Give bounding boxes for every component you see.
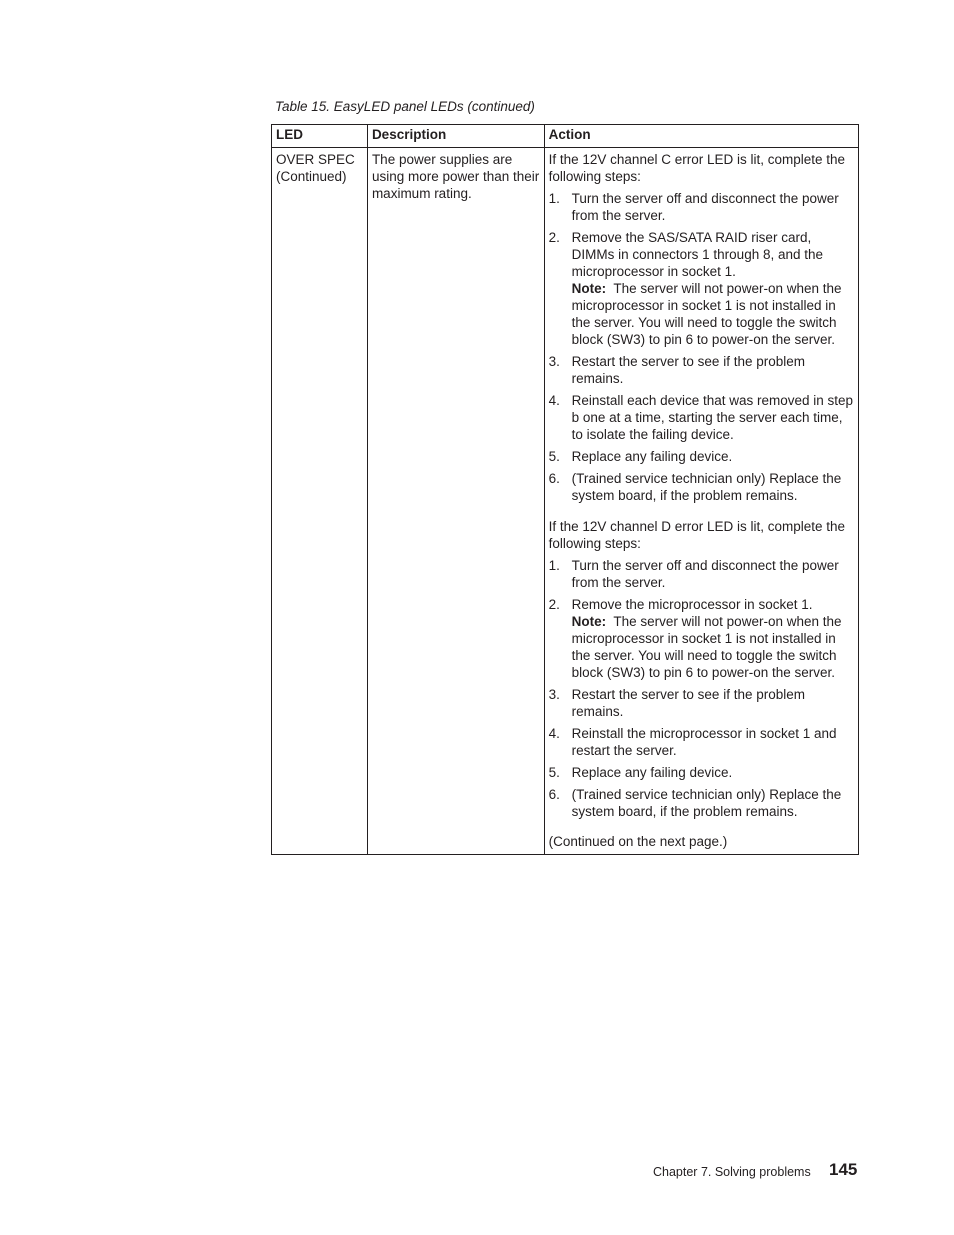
step-number: 3. bbox=[548, 354, 560, 369]
step-text: Replace any failing device. bbox=[571, 765, 733, 780]
step-text: Turn the server off and disconnect the power from the server. bbox=[571, 191, 839, 223]
table-row bbox=[272, 148, 859, 855]
easyled-table bbox=[271, 124, 859, 855]
section-d-steps bbox=[549, 557, 854, 820]
list-item bbox=[549, 786, 854, 820]
list-item bbox=[549, 448, 854, 465]
list-item bbox=[549, 557, 854, 591]
led-name: OVER SPEC bbox=[276, 152, 355, 167]
step-text: Reinstall each device that was removed in step b one at a time, starting the server each time, to isolate the failing device. bbox=[571, 393, 854, 442]
step-text: (Trained service technician only) Replace the system board, if the problem remains. bbox=[571, 787, 842, 819]
step-text: Turn the server off and disconnect the power from the server. bbox=[571, 558, 839, 590]
step-number: 5. bbox=[548, 449, 560, 464]
step-number: 2. bbox=[548, 597, 560, 612]
action-cell bbox=[544, 148, 858, 855]
header-action: Action bbox=[544, 125, 858, 148]
list-item bbox=[549, 470, 854, 504]
section-c-steps bbox=[549, 190, 854, 504]
note-text: The server will not power-on when the microprocessor in socket 1 is not installed in the server. You will need to toggle the switch block (SW3) to pin 6 to power-on the server. bbox=[571, 614, 842, 680]
step-text: Reinstall the microprocessor in socket 1 and restart the server. bbox=[571, 726, 837, 758]
footer-chapter: Chapter 7. Solving problems bbox=[653, 1165, 811, 1179]
list-item bbox=[549, 392, 854, 443]
step-text: (Trained service technician only) Replace the system board, if the problem remains. bbox=[571, 471, 842, 503]
list-item bbox=[549, 190, 854, 224]
list-item bbox=[549, 764, 854, 781]
list-item bbox=[549, 725, 854, 759]
list-item bbox=[549, 596, 854, 681]
step-number: 4. bbox=[548, 726, 560, 741]
step-number: 6. bbox=[548, 787, 560, 802]
description-cell: The power supplies are using more power than their maximum rating. bbox=[367, 148, 544, 855]
step-text: Restart the server to see if the problem remains. bbox=[571, 687, 805, 719]
step-text: Remove the SAS/SATA RAID riser card, DIMMs in connectors 1 through 8, and the microprocessor in socket 1. bbox=[571, 230, 824, 279]
step-number: 6. bbox=[548, 471, 560, 486]
step-number: 3. bbox=[548, 687, 560, 702]
continued-note: (Continued on the next page.) bbox=[548, 834, 728, 849]
step-number: 2. bbox=[548, 230, 560, 245]
step-number: 4. bbox=[548, 393, 560, 408]
table-caption: Table 15. EasyLED panel LEDs (continued) bbox=[275, 99, 535, 114]
list-item bbox=[549, 229, 854, 348]
led-cell bbox=[272, 148, 368, 855]
step-text: Restart the server to see if the problem remains. bbox=[571, 354, 805, 386]
step-number: 5. bbox=[548, 765, 560, 780]
note-label: Note: bbox=[571, 614, 607, 629]
section-d-intro: If the 12V channel D error LED is lit, complete the following steps: bbox=[548, 519, 846, 551]
note-text: The server will not power-on when the microprocessor in socket 1 is not installed in the server. You will need to toggle the switch block (SW3) to pin 6 to power-on the server. bbox=[571, 281, 842, 347]
led-continued: (Continued) bbox=[276, 169, 347, 184]
step-text: Replace any failing device. bbox=[571, 449, 733, 464]
list-item bbox=[549, 353, 854, 387]
step-text: Remove the microprocessor in socket 1. bbox=[571, 597, 813, 612]
step-number: 1. bbox=[548, 191, 560, 206]
note-label: Note: bbox=[571, 281, 607, 296]
page-number: 145 bbox=[829, 1160, 858, 1179]
step-number: 1. bbox=[548, 558, 560, 573]
section-c-intro: If the 12V channel C error LED is lit, complete the following steps: bbox=[548, 152, 846, 184]
header-description: Description bbox=[367, 125, 544, 148]
header-led: LED bbox=[272, 125, 368, 148]
table-header-row bbox=[272, 125, 859, 148]
list-item bbox=[549, 686, 854, 720]
